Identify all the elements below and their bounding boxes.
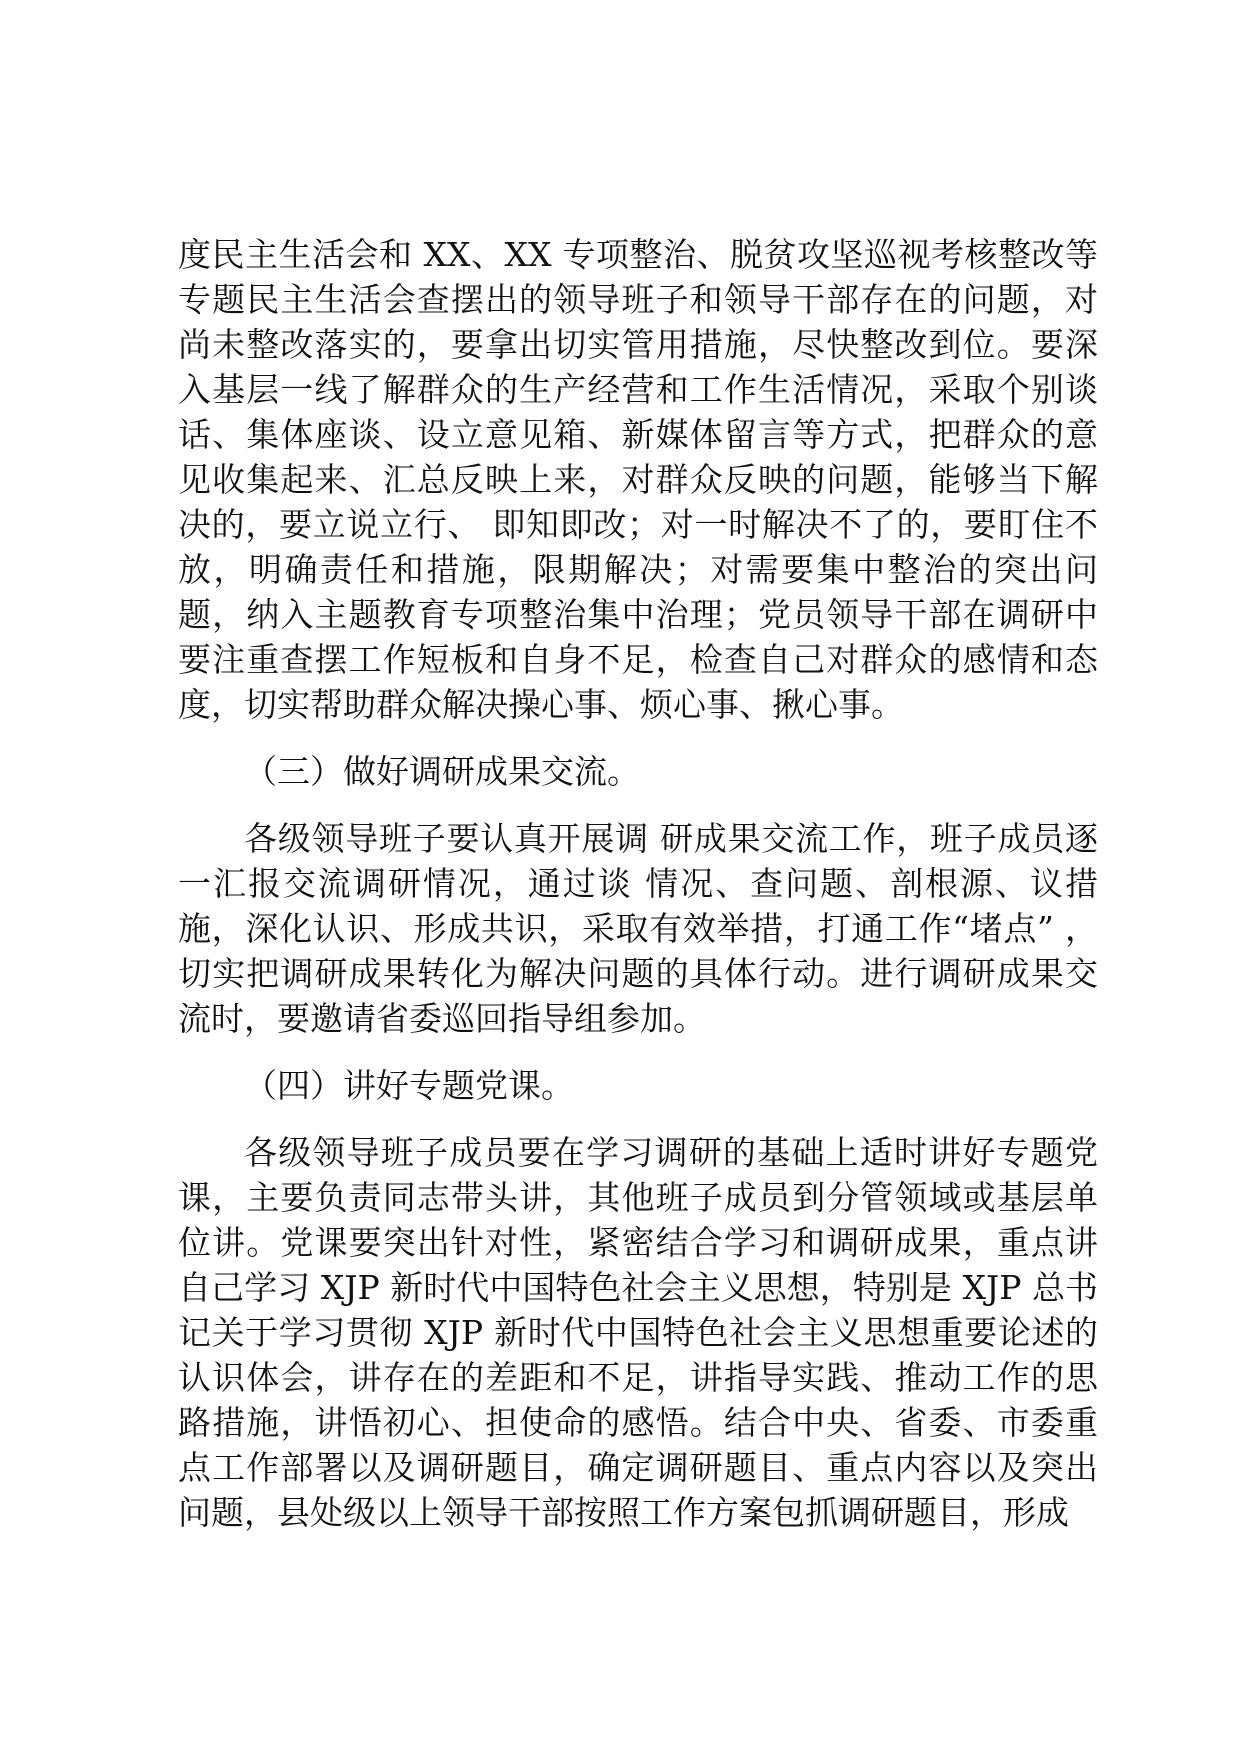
paragraph-research-exchange: 各级领导班子要认真开展调 研成果交流工作，班子成员逐一汇报交流调研情况，通过谈 情况、查问题、剖根源、议措施，深化认识、形成共识，采取有效举措，打通工作“堵点” ，切实把调研成果转化为解决问题的具体行动。进行调研成果交流时，要邀请省委巡回指导组参加。 (178, 819, 1098, 1038)
section-heading-three: （三）做好调研成果交流。 (244, 752, 640, 791)
paragraph-continued: 度民主生活会和 XX、XX 专项整治、脱贫攻坚巡视考核整改等专题民主生活会查摆出的领导班子和领导干部存在的问题，对尚未整改落实的，要拿出切实管用措施，尽快整改到位。要深入基层一线了解群众的生产经营和工作生活情况，采取个别谈话、集体座谈、设立意见箱、新媒体留言等方式，把群众的意见收集起来、汇总反映上来，对群众反映的问题，能够当下解决的，要立说立行、 即知即改；对一时解决不了的，要盯住不放，明确责任和措施，限期解决；对需要集中整治的突出问题，纳入主题教育专项整治集中治理；党员领导干部在调研中要注重查摆工作短板和自身不足，检查自己对群众的感情和态度，切实帮助群众解决操心事、烦心事、揪心事。 (178, 235, 1098, 724)
document-body (178, 232, 1098, 1557)
paragraph-party-lecture: 各级领导班子成员要在学习调研的基础上适时讲好专题党课，主要负责同志带头讲，其他班子成员到分管领域或基层单位讲。党课要突出针对性，紧密结合学习和调研成果，重点讲自己学习 XJP 新时代中国特色社会主义思想，特别是 XJP 总书记关于学习贯彻 XJP 新时代中国特色社会主义思想重要论述的认识体会，讲存在的差距和不足，讲指导实践、推动工作的思路措施，讲悟初心、担使命的感悟。结合中央、省委、市委重点工作部署以及调研题目，确定调研题目、重点内容以及突出问题，县处级以上领导干部按照工作方案包抓调研题目，形成 (178, 1133, 1098, 1532)
section-heading-four: （四）讲好专题党课。 (244, 1066, 574, 1105)
